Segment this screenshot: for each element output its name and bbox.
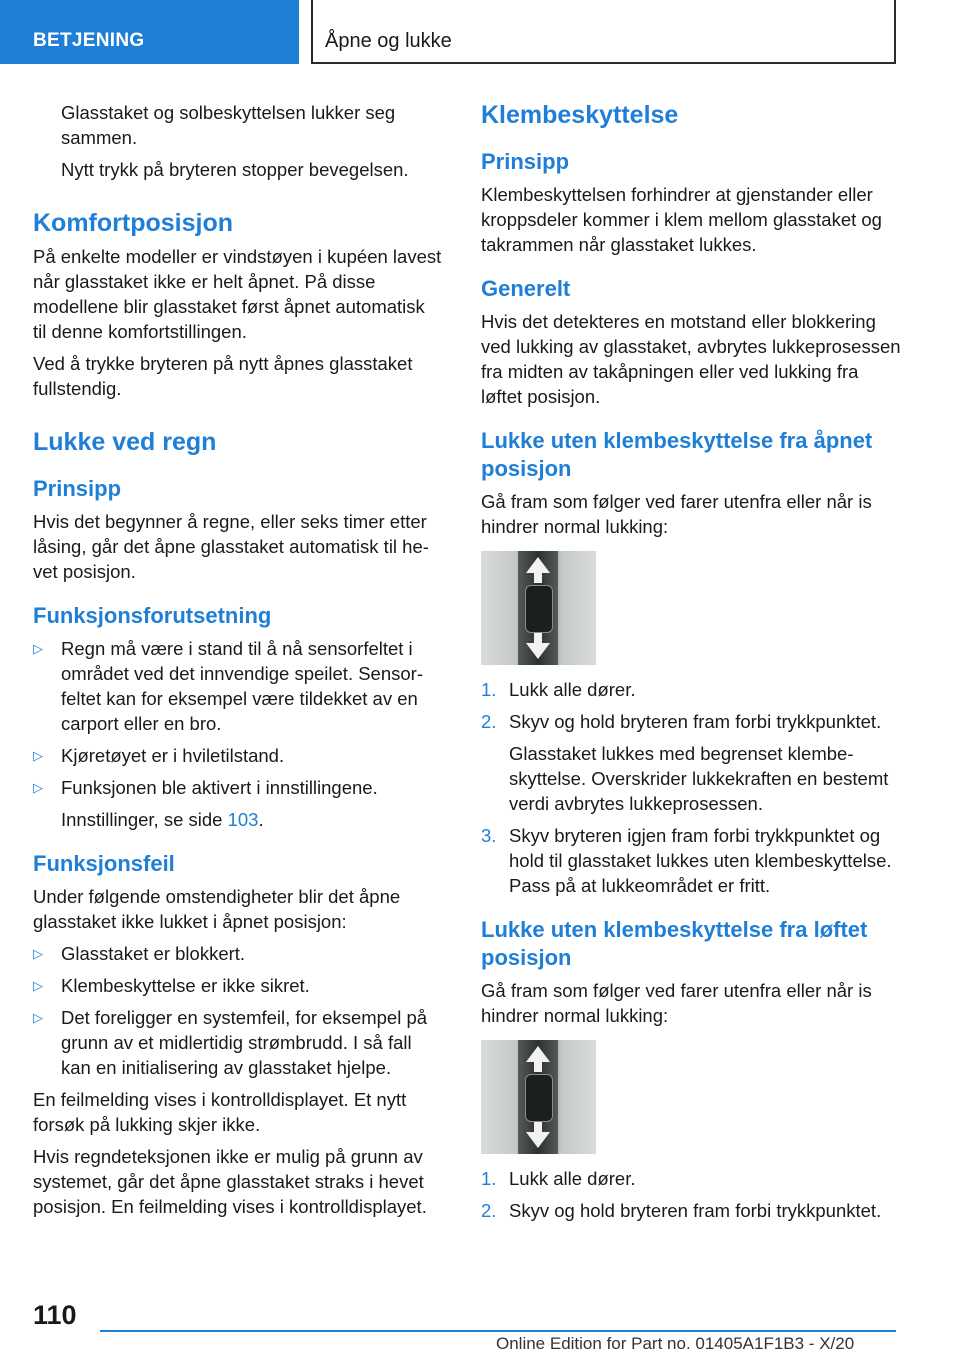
list-item [33,775,443,800]
list-item [33,636,443,736]
step-item [481,1166,901,1191]
step-text: Lukk alle dører. [509,679,636,700]
step-text: Skyv og hold bryteren fram forbi trykkpunktet. [509,1200,882,1221]
left-column [33,100,443,1226]
list-item-text: Regn må være i stand til å nå sensorfeltet i området ved det innvendige speilet. Sensorfeltet kan for eksempel være tildekket av en carport eller en bro. [61,638,424,734]
prinsipp-paragraph: Hvis det begynner å regne, eller seks timer etter låsing, går det åpne glasstaket automatisk til hevet posisjon. [33,511,429,582]
step-number: 2. [481,1200,497,1221]
list-item [33,941,443,966]
switch-knob-icon [525,1074,553,1122]
roof-switch-illustration [481,1040,596,1154]
footer-divider [100,1330,896,1332]
funksjonsfeil-paragraph: En feilmelding vises i kontrolldisplayet. Et nytt forsøk på lukking skjer ikke. [33,1089,407,1135]
step-text: Skyv bryteren igjen fram forbi trykkpunktet og hold til glasstaket lukkes uten klembeskyttelse. Pass på at lukkeområdet er fritt. [509,825,892,896]
arrow-up-icon [526,1046,550,1062]
intro-paragraph: Nytt trykk på bryteren stopper bevegelsen. [61,159,409,180]
subheading-lukke-uten-klembeskyttelse-loftet: Lukke uten klembeskyttelse fra løftet posisjon [481,917,868,970]
list-item-text: Funksjonen ble aktivert i innstillingene. [61,777,378,798]
subheading-lukke-uten-klembeskyttelse-apnet: Lukke uten klembeskyttelse fra åpnet posisjon [481,428,873,481]
triangle-bullet-icon: ▷ [33,978,43,993]
triangle-bullet-icon: ▷ [33,780,43,795]
step-item [481,823,901,898]
step-note: Glasstaket lukkes med begrenset klembeskyttelse. Overskrider lukkekraften en bestemt verdi avbrytes lukkeprosessen. [509,743,889,814]
prinsipp-paragraph: Klembeskyttelsen forhindrer at gjenstander eller kroppsdeler kommer i klem mellom glasstaket og takrammen når glasstaket lukkes. [481,184,882,255]
arrow-down-icon [526,643,550,659]
list-item-text: Kjøretøyet er i hviletilstand. [61,745,285,766]
list-item-text: Glasstaket er blokkert. [61,943,246,964]
step-text: Skyv og hold bryteren fram forbi trykkpunktet. [509,711,882,732]
funksjonsfeil-intro: Under følgende omstendigheter blir det åpne glasstaket ikke lukket i åpnet posisjon: [33,886,401,932]
page-header [311,0,896,64]
step-text: Lukk alle dører. [509,1168,636,1189]
triangle-bullet-icon: ▷ [33,748,43,763]
settings-reference [33,807,443,832]
list-item-text: Det foreligger en systemfeil, for eksempel på grunn av et midlertidig strømbrudd. I så fall kan en initialisering av glasstaket hjelpe. [61,1007,428,1078]
heading-klembeskyttelse: Klembeskyttelse [481,101,679,129]
triangle-bullet-icon: ▷ [33,641,43,656]
funksjonsfeil-paragraph: Hvis regndeteksjonen ikke er mulig på grunn av systemet, går det åpne glasstaket straks i hevet posisjon. En feilmelding vises i kontrolldisplayet. [33,1146,427,1217]
subheading-prinsipp: Prinsipp [481,149,570,174]
subheading-generelt: Generelt [481,276,571,301]
roof-switch-illustration [481,551,596,665]
triangle-bullet-icon: ▷ [33,1010,43,1025]
settings-reference-text: Innstillinger, se side [61,809,228,830]
step-number: 2. [481,711,497,732]
step-number: 1. [481,679,497,700]
list-item [33,743,443,768]
triangle-bullet-icon: ▷ [33,946,43,961]
edition-info: Online Edition for Part no. 01405A1F1B3 - X/20 [496,1334,855,1353]
switch-knob-icon [525,585,553,633]
heading-lukke-ved-regn: Lukke ved regn [33,428,217,456]
page-link-103[interactable]: 103 [227,809,259,830]
step-item [481,709,901,734]
procedure-intro: Gå fram som følger ved farer utenfra eller når is hindrer normal lukking: [481,980,872,1026]
page-number: 110 [33,1300,77,1330]
settings-reference-end: . [258,809,264,830]
right-column [481,100,901,1230]
section-tab [0,0,299,64]
generelt-paragraph: Hvis det detekteres en motstand eller blokkering ved lukking av glasstaket, avbrytes lukkeprosessen fra midten av takåpningen eller ved lukking fra løftet posisjon. [481,311,901,407]
page-title: Åpne og lukke [325,30,452,52]
intro-paragraph: Glasstaket og solbeskyttelsen lukker seg sammen. [61,102,396,148]
step-item [481,677,901,702]
subheading-funksjonsforutsetning: Funksjonsforutsetning [33,603,272,628]
procedure-intro: Gå fram som følger ved farer utenfra eller når is hindrer normal lukking: [481,491,872,537]
arrow-up-icon [526,557,550,573]
arrow-down-icon [526,1132,550,1148]
komfort-paragraph: På enkelte modeller er vindstøyen i kupéen lavest når glasstaket ikke er helt åpnet. På disse modellene blir glasstaket først åpnet automatisk til denne komfortstillingen. [33,246,442,342]
subheading-prinsipp: Prinsipp [33,476,122,501]
list-item [33,1005,443,1080]
heading-komfortposisjon: Komfortposisjon [33,209,233,237]
section-title: BETJENING [33,30,145,51]
list-item-text: Klembeskyttelse er ikke sikret. [61,975,310,996]
list-item [33,973,443,998]
step-number: 3. [481,825,497,846]
step-number: 1. [481,1168,497,1189]
subheading-funksjonsfeil: Funksjonsfeil [33,851,175,876]
step-item [481,1198,901,1223]
komfort-paragraph: Ved å trykke bryteren på nytt åpnes glasstaket fullstendig. [33,353,413,399]
